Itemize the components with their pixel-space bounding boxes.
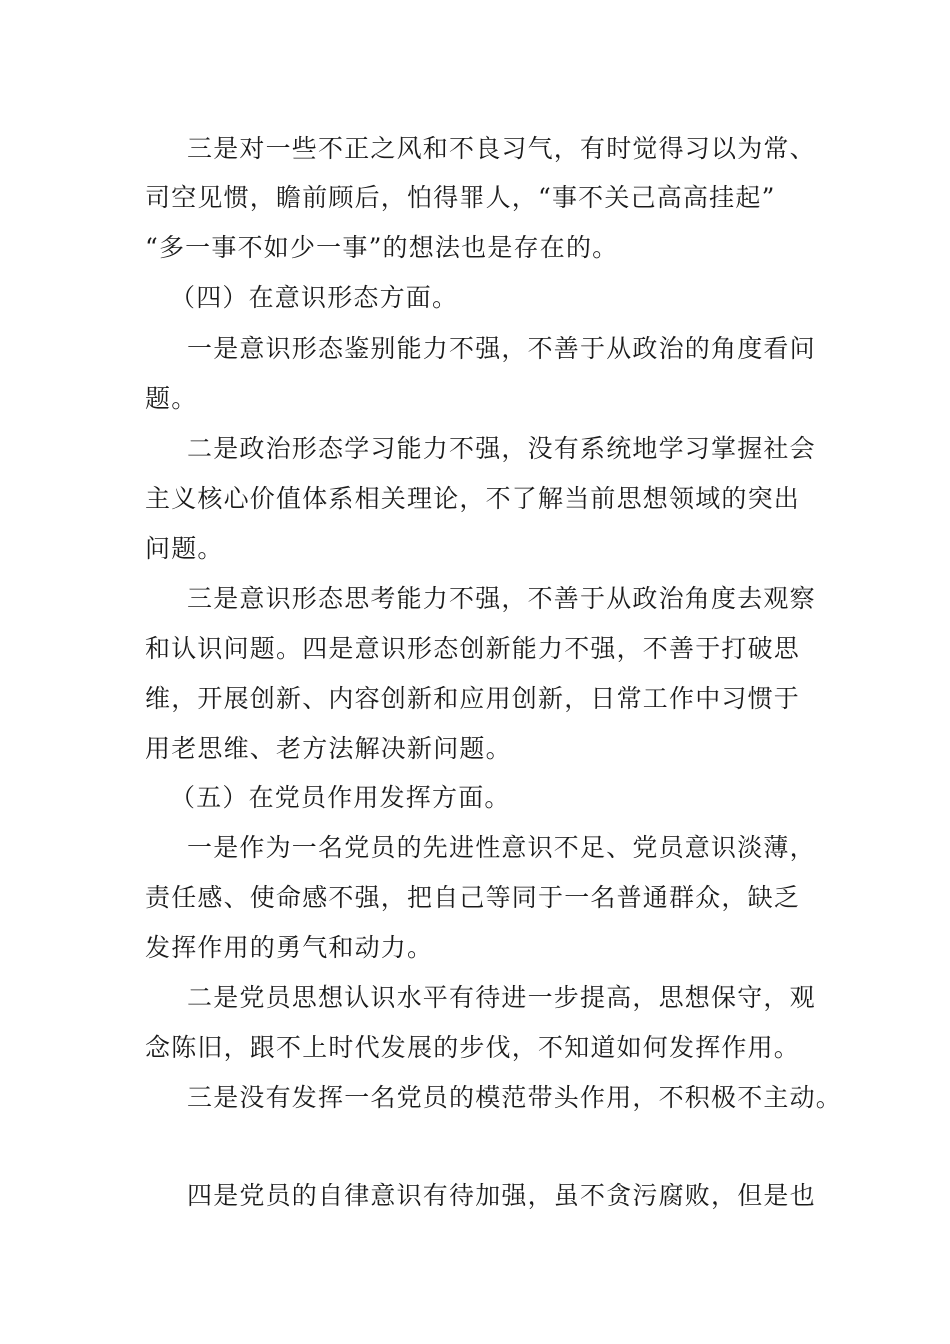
text-line: 维，开展创新、内容创新和应用创新，日常工作中习惯于 — [145, 684, 801, 713]
section-heading: （四）在意识形态方面。 — [170, 283, 459, 312]
text-line: 四是党员的自律意识有待加强，虽不贪污腐败，但是也 — [187, 1181, 816, 1210]
text-line: 一是意识形态鉴别能力不强，不善于从政治的角度看问 — [187, 334, 816, 363]
text-line: 责任感、使命感不强，把自己等同于一名普通群众，缺乏 — [145, 883, 801, 912]
text-line: 念陈旧，跟不上时代发展的步伐，不知道如何发挥作用。 — [145, 1033, 801, 1062]
text-line: 三是意识形态思考能力不强，不善于从政治角度去观察 — [187, 584, 816, 613]
text-line: 三是对一些不正之风和不良习气，有时觉得习以为常、 — [187, 134, 816, 163]
text-line: 题。 — [145, 384, 198, 413]
section-heading: （五）在党员作用发挥方面。 — [170, 783, 511, 812]
text-line: “多一事不如少一事”的想法也是存在的。 — [145, 233, 619, 262]
text-line: 问题。 — [145, 534, 224, 563]
text-line: 司空见惯，瞻前顾后，怕得罪人，“事不关己高高挂起” — [145, 183, 776, 212]
text-line: 主义核心价值体系相关理论，不了解当前思想领域的突出 — [145, 484, 801, 513]
text-line: 二是党员思想认识水平有待进一步提高，思想保守，观 — [187, 983, 816, 1012]
text-line: 发挥作用的勇气和动力。 — [145, 933, 434, 962]
text-line: 用老思维、老方法解决新问题。 — [145, 734, 512, 763]
text-line: 二是政治形态学习能力不强，没有系统地学习掌握社会 — [187, 434, 816, 463]
text-line: 三是没有发挥一名党员的模范带头作用，不积极不主动。 — [187, 1083, 843, 1112]
text-line: 一是作为一名党员的先进性意识不足、党员意识淡薄， — [187, 833, 816, 862]
text-line: 和认识问题。四是意识形态创新能力不强，不善于打破思 — [145, 634, 801, 663]
